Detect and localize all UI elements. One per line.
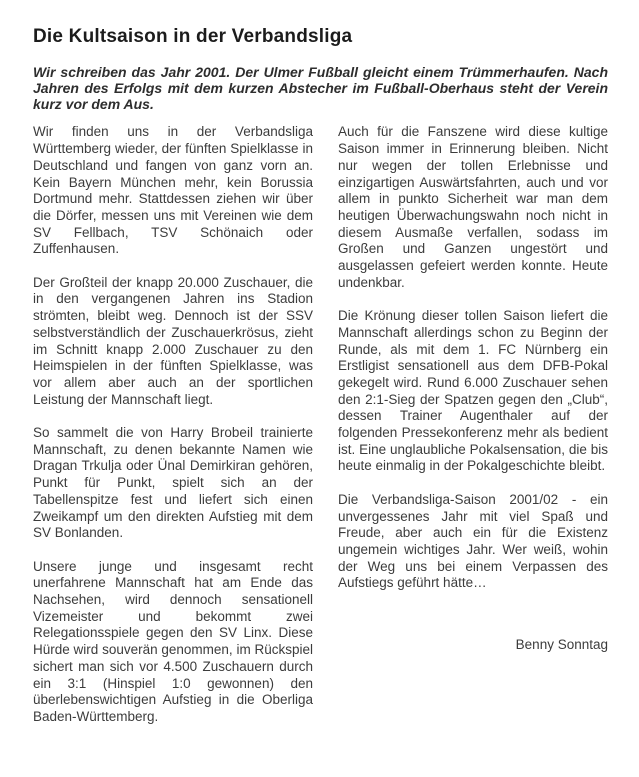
- body-paragraph: Wir finden uns in der Verbandsliga Württemberg wieder, der fünften Spielklasse in Deutschland und fangen von ganz vorn an. Kein Bayern München mehr, kein Borussia Dortmund mehr. Stattdessen ziehen wir über die Dörfer, messen uns mit Vereinen wie dem SV Fellbach, TSV Schönaich oder Zuffenhausen.: [33, 124, 313, 257]
- lead-paragraph: Wir schreiben das Jahr 2001. Der Ulmer Fußball gleicht einem Trümmerhaufen. Nach Jahren des Erfolgs mit dem kurzen Abstecher im Fußball-Oberhaus steht der Verein kurz vor dem Aus.: [33, 64, 608, 112]
- body-paragraph: Der Großteil der knapp 20.000 Zuschauer, die in den vergangenen Jahren ins Stadion strömten, bleibt weg. Dennoch ist der SSV selbstverständlich der Zuschauerkrösus, zieht im Schnitt knapp 2.000 Zuschauer zu den Heimspielen in der fünften Spielklasse, was vor allem aber auch an der sportlichen Leistung der Mannschaft liegt.: [33, 274, 313, 407]
- body-paragraph: So sammelt die von Harry Brobeil trainierte Mannschaft, zu denen bekannte Namen wie Dragan Trkulja oder Ünal Demirkiran gehören, Punkt für Punkt, spielt sich an der Tabellenspitze fest und liefert sich einen Zweikampf um den direkten Aufstieg mit dem SV Bonlanden.: [33, 425, 313, 541]
- body-paragraph: Auch für die Fanszene wird diese kultige Saison immer in Erinnerung bleiben. Nicht nur wegen der tollen Erlebnisse und einzigartigen Auswärtsfahrten, auch und vor allem in punkto Sicherheit war man dem heutigen Überwachungswahn noch nicht in diesem Ausmaße verfallen, sodass im Großen und Ganzen ungestört und ausgelassen gefeiert werden konnte. Heute undenkbar.: [338, 124, 608, 290]
- body-paragraph: Unsere junge und insgesamt recht unerfahrene Mannschaft hat am Ende das Nachsehen, wird dennoch sensationell Vizemeister und bekommt zwei Relegationsspiele gegen den SV Linx. Diese Hürde wird souverän genommen, im Rückspiel sichert man sich vor 4.500 Zuschauern durch ein 3:1 (Hinspiel 1:0 gewonnen) den überlebenswichtigen Aufstieg in die Oberliga Baden-Württemberg.: [33, 558, 313, 724]
- author-signature: Benny Sonntag: [515, 637, 608, 653]
- page-title: Die Kultsaison in der Verbandsliga: [33, 26, 353, 47]
- right-column: [338, 124, 608, 670]
- body-paragraph: Die Krönung dieser tollen Saison liefert die Mannschaft allerdings schon zu Beginn der Runde, als mit dem 1. FC Nürnberg ein Erstligist sensationell aus dem DFB-Pokal gekegelt wird. Rund 6.000 Zuschauer sehen den 2:1-Sieg der Spatzen gegen den „Club“, dessen Trainer Augenthaler auf der folgenden Pressekonferenz mehr als bedient ist. Eine unglaubliche Pokalsensation, die bis heute einmalig in der Pokalgeschichte bleibt.: [338, 308, 608, 474]
- body-paragraph: Die Verbandsliga-Saison 2001/02 - ein unvergessenes Jahr mit viel Spaß und Freude, aber auch ein für die Existenz ungemein wichtiges Jahr. Wer weiß, wohin der Weg uns bei einem Verpassen des Aufstiegs geführt hätte…: [338, 491, 608, 591]
- two-column-body: [33, 124, 608, 742]
- left-column: [33, 124, 313, 742]
